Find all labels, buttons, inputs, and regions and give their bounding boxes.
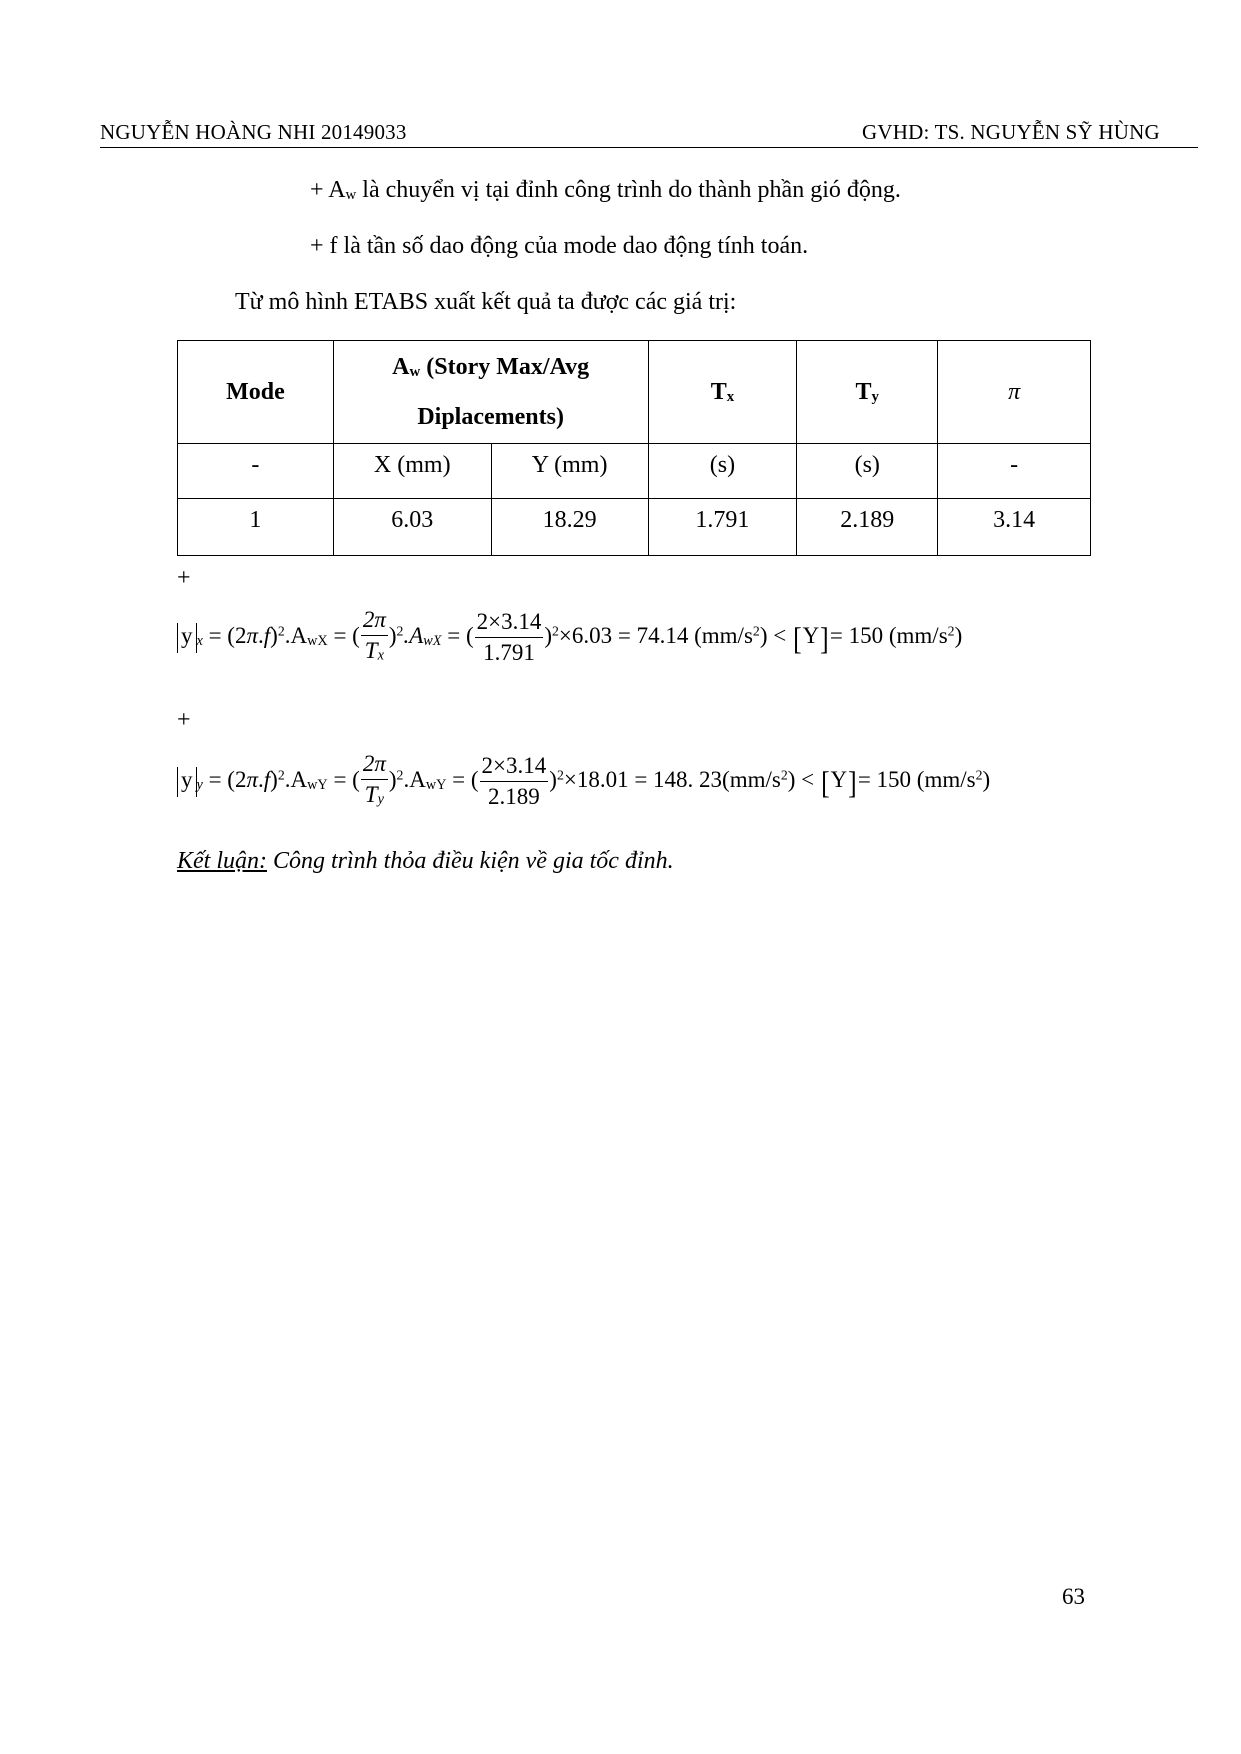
header-aw: Aw (Story Max/Avg Diplacements) — [333, 341, 648, 444]
table-cell: 18.29 — [491, 499, 648, 556]
header-pi: π — [938, 341, 1091, 444]
eq-x-bullet: + — [177, 565, 191, 591]
header-tx: Tx — [648, 341, 797, 444]
header-supervisor: GVHD: TS. NGUYỄN SỸ HÙNG — [862, 120, 1160, 144]
table-cell: 1 — [178, 499, 334, 556]
table-cell: X (mm) — [333, 444, 491, 499]
table-cell: 2.189 — [797, 499, 938, 556]
header-divider — [100, 147, 1198, 148]
table-units-row — [178, 444, 1091, 499]
intro-line-etabs: Từ mô hình ETABS xuất kết quả ta được các giá trị: — [235, 289, 737, 315]
conclusion-label: Kết luận: — [177, 848, 267, 874]
table-cell: (s) — [648, 444, 797, 499]
page-number: 63 — [1062, 1584, 1085, 1609]
eq-y-bullet: + — [177, 707, 191, 733]
header-mode: Mode — [178, 341, 334, 444]
results-table — [177, 340, 1091, 556]
table-cell: Y (mm) — [491, 444, 648, 499]
table-cell: 1.791 — [648, 499, 797, 556]
intro-line-f: + f là tần số dao động của mode dao động tính toán. — [310, 233, 809, 259]
equation-x: yx = $(2\pi.f)^2.AwX$ = ( $\frac{2\pi}{Tx}$ )$^2$.AwX = ( $\frac{2\times 3.14}{1.791}$ )$^2$×6.03 = 74.14 $(mm/s^2) < [Y]= 150$ $(mm/s^2)$ — [177, 605, 962, 671]
table-cell: 3.14 — [938, 499, 1091, 556]
table-cell: - — [178, 444, 334, 499]
intro-line-aw: + Aw là chuyển vị tại đỉnh công trình do thành phần gió động. — [310, 177, 901, 203]
table-cell: (s) — [797, 444, 938, 499]
table-cell: - — [938, 444, 1091, 499]
table-row — [178, 499, 1091, 556]
table-header-row — [178, 341, 1091, 444]
conclusion — [177, 848, 674, 875]
header-ty: Ty — [797, 341, 938, 444]
equation-y: yy = $(2\pi.f)^2.AwY$ = ( $\frac{2\pi}{Ty}$ )$^2$.AwY = ( $\frac{2\times 3.14}{2.189}$ )$^2$×18.01 = 148. $23(mm/s^2) < [Y]= 150$ $(mm/s^2)$ — [177, 749, 990, 815]
header-author: NGUYỄN HOÀNG NHI 20149033 — [100, 120, 407, 144]
table-cell: 6.03 — [333, 499, 491, 556]
conclusion-text: Công trình thỏa điều kiện về gia tốc đỉnh. — [267, 848, 674, 874]
